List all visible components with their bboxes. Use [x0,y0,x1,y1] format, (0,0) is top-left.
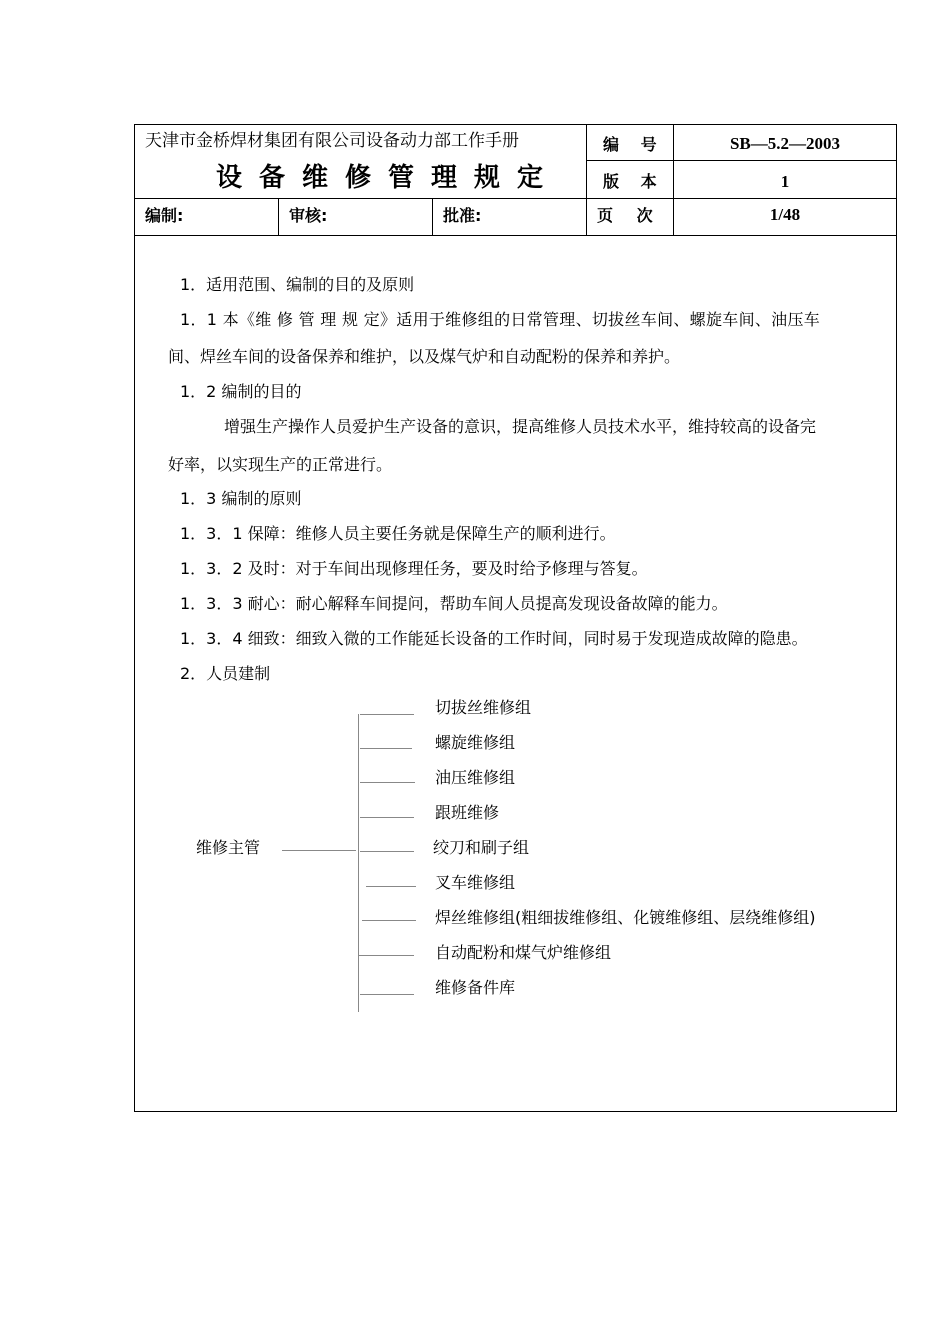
section-1-3-2: 1．3．2 及时：对于车间出现修理任务，要及时给予修理与答复。 [180,559,648,578]
org-child-label: 跟班维修 [435,803,500,822]
section-1-3-1: 1．3．1 保障：维修人员主要任务就是保障生产的顺利进行。 [180,524,616,543]
org-branch-line [360,817,414,818]
org-child-label: 绞刀和刷子组 [433,838,530,857]
section-1-1-line-1: 1．1 本《维 修 管 理 规 定》适用于维修组的日常管理、切拔丝车间、螺旋车间、油压车 [180,310,821,329]
org-child-label: 自动配粉和煤气炉维修组 [435,943,612,962]
org-chart-root: 维修主管 [196,838,261,857]
header-col-divider-4 [432,198,433,235]
org-child-label: 叉车维修组 [435,873,516,892]
org-child-label: 螺旋维修组 [435,733,516,752]
header-divider-3 [134,235,897,236]
section-1-2-line-2: 好率，以实现生产的正常进行。 [168,455,393,474]
version-label: 版 本 [603,172,657,191]
page-number: 1/48 [769,205,801,224]
section-2-heading: 2．人员建制 [180,664,271,683]
section-1-3-3: 1．3．3 耐心：耐心解释车间提问，帮助车间人员提高发现设备故障的能力。 [180,594,728,613]
section-1-heading: 1．适用范围、编制的目的及原则 [180,275,415,294]
org-child-label: 油压维修组 [435,768,516,787]
org-branch-line [360,748,412,749]
section-1-1-line-2: 间、焊丝车间的设备保养和维护，以及煤气炉和自动配粉的保养和养护。 [168,347,681,366]
org-chart-root-connector [282,850,356,851]
org-chart-trunk [358,714,359,1012]
org-branch-line [360,782,415,783]
section-1-2-line-1: 增强生产操作人员爱护生产设备的意识，提高维修人员技术水平，维持较高的设备完 [224,417,817,436]
document-title: 设备维修管理规定 [216,163,561,193]
org-branch-line [360,994,414,995]
version-value: 1 [780,172,790,191]
document-frame [134,124,897,1112]
code-label: 编 号 [603,135,657,154]
org-branch-line [362,920,416,921]
page-label: 页 次 [597,206,653,225]
compiled-label: 编制: [145,206,184,225]
org-branch-line [360,714,414,715]
org-child-label: 维修备件库 [435,978,516,997]
header-col-divider-3 [278,198,279,235]
org-branch-line [366,886,416,887]
header-divider-1 [586,160,897,161]
header-col-divider-1 [586,124,587,235]
reviewed-label: 审核: [289,206,328,225]
approved-label: 批准: [443,206,482,225]
section-1-3-4: 1．3．4 细致：细致入微的工作能延长设备的工作时间，同时易于发现造成故障的隐患。 [180,629,808,648]
org-child-label: 切拔丝维修组 [435,698,532,717]
org-child-label: 焊丝维修组(粗细拔维修组、化镀维修组、层绕维修组) [435,908,816,927]
code-value: SB—5.2—2003 [729,134,841,153]
header-divider-2 [134,198,897,199]
org-branch-line [358,955,414,956]
company-name: 天津市金桥焊材集团有限公司设备动力部工作手册 [145,131,519,151]
org-branch-line [360,851,414,852]
section-1-3-heading: 1．3 编制的原则 [180,489,302,508]
section-1-2-heading: 1．2 编制的目的 [180,382,302,401]
